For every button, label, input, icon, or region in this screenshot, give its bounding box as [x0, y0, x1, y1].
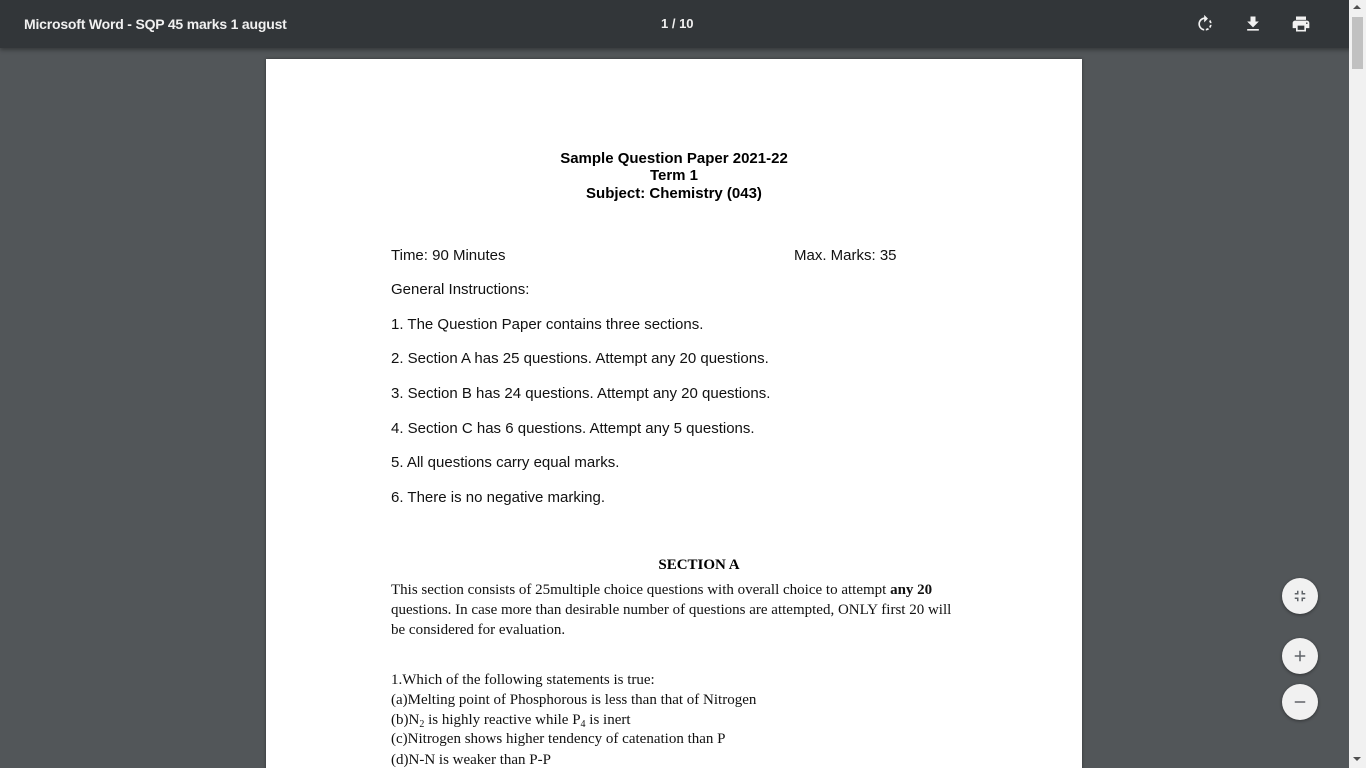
pdf-page: [266, 59, 1082, 768]
question-1-option-d: (d)N-N is weaker than P-P: [391, 752, 551, 768]
question-1-option-a: (a)Melting point of Phosphorous is less than that of Nitrogen: [391, 692, 757, 708]
general-instructions-heading: General Instructions:: [391, 281, 530, 298]
rotate-button[interactable]: [1193, 12, 1217, 36]
document-title: Microsoft Word - SQP 45 marks 1 august: [24, 16, 287, 32]
section-a-heading: SECTION A: [658, 557, 740, 573]
scroll-up-arrow-icon[interactable]: [1353, 5, 1361, 9]
question-1: 1.Which of the following statements is true:: [391, 672, 655, 688]
paper-title: Sample Question Paper 2021-22: [560, 150, 788, 167]
section-a-text: This section consists of 25multiple choice questions with overall choice to attempt: [391, 582, 891, 598]
vertical-scrollbar[interactable]: [1349, 0, 1366, 768]
max-marks-label: Max. Marks: 35: [794, 247, 897, 264]
time-label: Time: 90 Minutes: [391, 247, 506, 264]
download-button[interactable]: [1241, 12, 1265, 36]
scrollbar-thumb[interactable]: [1352, 17, 1363, 69]
instruction-item: 1. The Question Paper contains three sections.: [391, 316, 704, 333]
rotate-icon: [1195, 14, 1215, 34]
option-text: is inert: [585, 712, 631, 728]
section-a-description-line: be considered for evaluation.: [391, 622, 566, 638]
fit-to-page-button[interactable]: [1282, 578, 1318, 614]
paper-subject: Subject: Chemistry (043): [586, 185, 762, 202]
question-1-option-b: [391, 710, 631, 730]
section-a-description-line: questions. In case more than desirable number of questions are attempted, ONLY first 20 will: [391, 602, 952, 618]
download-icon: [1243, 14, 1263, 34]
option-text: is highly reactive while P: [424, 712, 581, 728]
zoom-out-button[interactable]: [1282, 684, 1318, 720]
instruction-item: 2. Section A has 25 questions. Attempt any 20 questions.: [391, 350, 769, 367]
instruction-item: 3. Section B has 24 questions. Attempt any 20 questions.: [391, 385, 771, 402]
instruction-item: 5. All questions carry equal marks.: [391, 454, 620, 471]
subscript: 4: [580, 719, 586, 730]
question-1-option-c: (c)Nitrogen shows higher tendency of catenation than P: [391, 731, 726, 747]
subscript: 2: [419, 719, 425, 730]
paper-term: Term 1: [649, 167, 699, 184]
instruction-item: 4. Section C has 6 questions. Attempt any 5 questions.: [391, 420, 755, 437]
scroll-down-arrow-icon[interactable]: [1353, 757, 1361, 761]
fit-to-page-icon: [1291, 587, 1309, 605]
section-a-description-line: [391, 580, 932, 600]
zoom-in-icon: [1291, 647, 1309, 665]
option-text: (b)N: [391, 712, 420, 728]
section-a-emphasis: any 20: [890, 582, 933, 598]
instruction-item: 6. There is no negative marking.: [391, 489, 606, 506]
zoom-out-icon: [1291, 693, 1309, 711]
pdf-toolbar: [0, 0, 1366, 48]
zoom-in-button[interactable]: [1282, 638, 1318, 674]
page-indicator: 1 / 10: [661, 16, 694, 31]
print-button[interactable]: [1289, 12, 1313, 36]
print-icon: [1291, 14, 1311, 34]
